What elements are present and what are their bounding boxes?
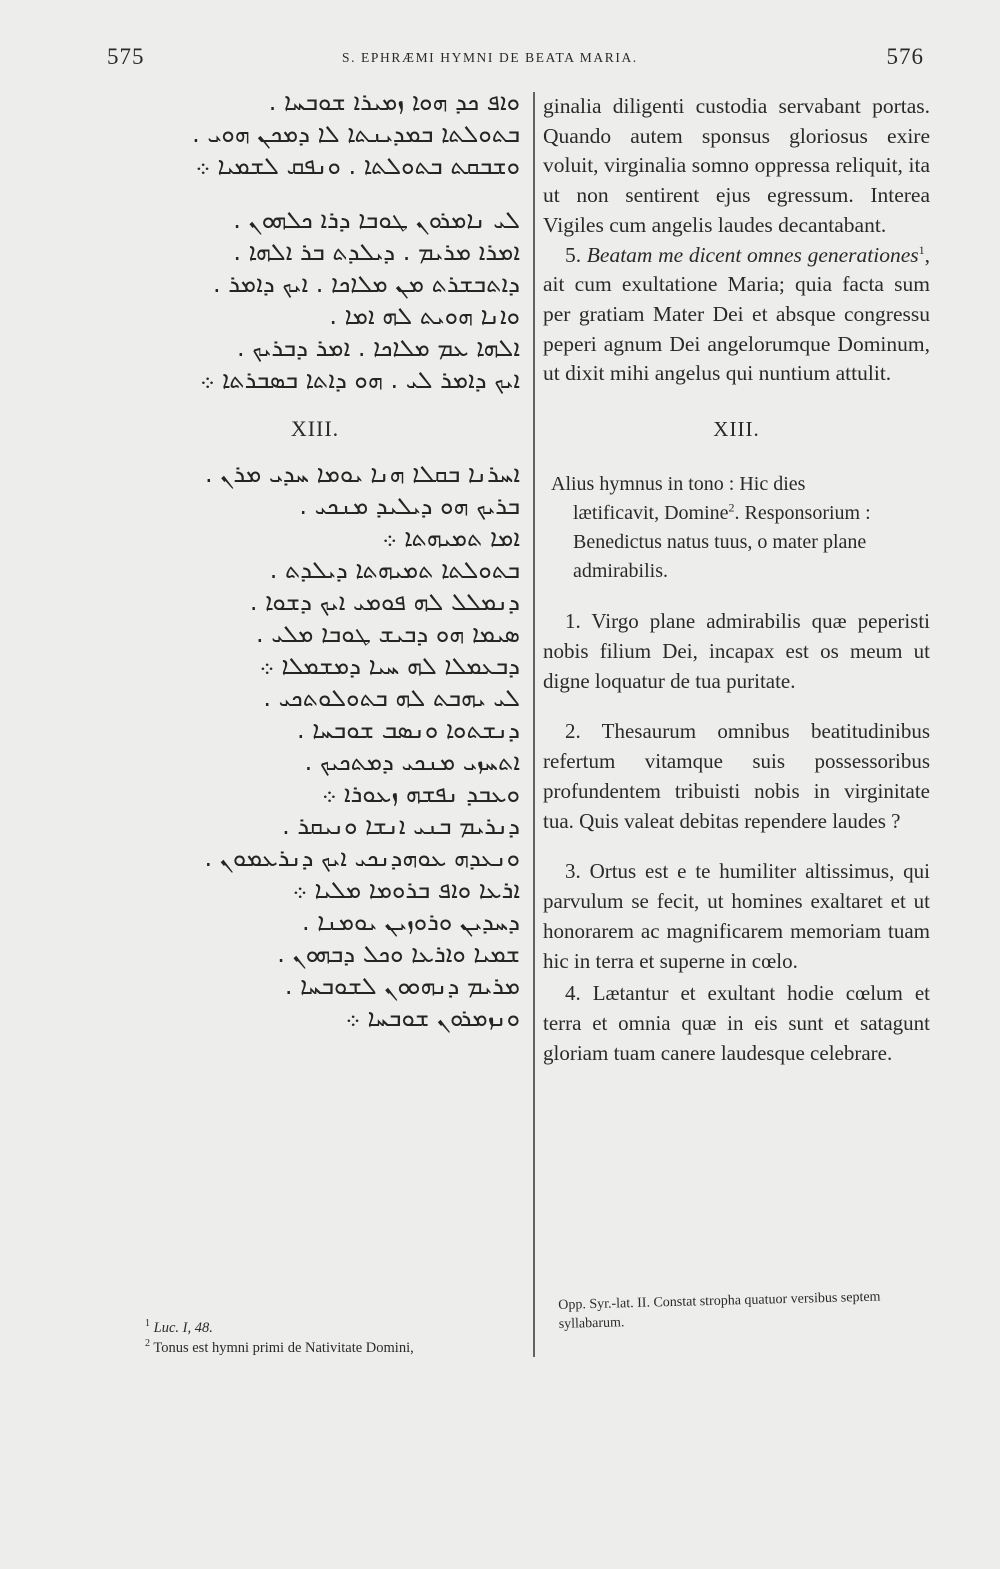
syriac-line: ܘܢܙܡܪܘܢ ܫܘܒܚܐ ܀ bbox=[345, 1004, 520, 1032]
syriac-stanza-2 bbox=[110, 204, 520, 396]
page-number-left: 575 bbox=[107, 44, 145, 69]
footnote bbox=[145, 1318, 535, 1338]
syriac-line: ܘܫܒܩܬ ܒܬܘܠܬܐ . ܘܢܦܩ ܠܫܡܝܐ ܀ bbox=[195, 152, 520, 180]
syriac-stanza-3 bbox=[110, 458, 520, 1034]
footnote-ref: 1 bbox=[918, 242, 925, 257]
paragraph-text: , ait cum exultatione Maria; quia facta sum per gratiam Mater Dei et absque congressu peperi agnum Dei angelorumque Dominum, ut dixit mihi angelus qui nuntium attulit. bbox=[543, 242, 931, 386]
syriac-line: ܐܚܪܢܐ ܒܩܠܐ ܗܢܐ ܝܘܡܐ ܚܕܝ ܡܪܢ . bbox=[205, 460, 520, 488]
syriac-line: ܠܝ ܢܐܡܪܘܢ ܛܘܒܐ ܕܪܐ ܟܠܗܘܢ . bbox=[233, 206, 520, 234]
footnote bbox=[145, 1338, 535, 1358]
footnote-mark: 1 bbox=[145, 1318, 150, 1330]
syriac-line: ܕܐܬܒܫܪܬ ܡܢ ܡܠܐܟܐ . ܐܝܟ ܕܐܡܪ . bbox=[212, 270, 520, 298]
scripture-quote: Beatam me dicent omnes generationes bbox=[586, 242, 919, 267]
syriac-line: ܕܚܕܝܢ ܘܪܘܙܝܢ ܝܘܡܢܐ . bbox=[301, 908, 520, 936]
syriac-line: ܐܝܟ ܕܐܡܪ ܠܝ . ܗܘ ܕܐܬܐ ܒܣܒܪܬܐ ܀ bbox=[200, 366, 520, 394]
latin-stanza-4: 4. Lætantur et exultant hodie cœlum et terra et omnia quæ in eis sunt et satagunt gloriam tuam canere laudesque celebrare. bbox=[543, 981, 930, 1066]
footnote-text: Luc. I, 48. bbox=[153, 1320, 213, 1336]
hymn-intro-text: . Responsorium : Benedictus natus tuus, o mater plane admirabilis. bbox=[573, 502, 871, 583]
latin-stanza-1: 1. Virgo plane admirabilis quæ peperisti nobis filium Dei, incapax est os meum ut digne loquatur de tua puritate. bbox=[543, 609, 930, 694]
syriac-line: ܕܢܫܬܘܐ ܘܢܣܒ ܫܘܒܚܐ . bbox=[296, 716, 520, 744]
syriac-line: ܘܐܦ ܟܕ ܗܘܐ ܙܡܝܪܐ ܫܘܒܚܐ . bbox=[268, 88, 520, 116]
syriac-line: ܐܡܐ ܬܡܝܗܬܐ ܀ bbox=[382, 524, 520, 552]
stanza-gap bbox=[110, 182, 520, 204]
syriac-line: ܐܬܚܙܝ ܡܢܟܝ ܕܡܬܟܝܟ . bbox=[304, 748, 520, 776]
syriac-stanza-1 bbox=[110, 86, 520, 182]
page-number-right: 576 bbox=[886, 44, 924, 69]
column-divider bbox=[533, 92, 535, 1357]
syriac-line: ܣܝܡܐ ܗܘ ܕܒܝܫ ܛܘܒܐ ܡܠܝ . bbox=[256, 620, 520, 648]
running-title: S. EPHRÆMI HYMNI DE BEATA MARIA. bbox=[342, 50, 638, 65]
footnote-ref: 2 bbox=[728, 500, 735, 515]
syriac-line: ܘܥܒܕ ܢܦܫܗ ܙܥܘܪܐ ܀ bbox=[321, 780, 520, 808]
hymn-intro-line: Alius hymnus in tono : Hic dies bbox=[551, 473, 806, 496]
syriac-line: ܒܬܘܠܬܐ ܒܡܕܝܢܬܐ ܠܐ ܕܡܟܢ ܗܘܝ . bbox=[192, 120, 520, 148]
footnote-text: Tonus est hymni primi de Nativitate Domini, bbox=[153, 1340, 414, 1356]
syriac-line: ܠܝ ܝܗܒܬ ܠܗ ܒܬܘܠܘܬܟܝ . bbox=[263, 684, 520, 712]
syriac-footnotes bbox=[145, 1318, 535, 1358]
latin-column bbox=[543, 92, 930, 1088]
footnote-mark: 2 bbox=[145, 1338, 150, 1350]
syriac-column bbox=[110, 86, 520, 1034]
syriac-line: ܕܒܥܡܠܐ ܠܗ ܚܝܐ ܕܡܫܡܠܐ ܀ bbox=[259, 652, 520, 680]
latin-paragraph: ginalia diligenti custodia servabant portas. Quando autem sponsus gloriosus exire voluit, virginalia somno oppressa reliquit, ita ut non sentirent ejus egressum. Interea Vigiles cum angelis laudes decantabant. bbox=[543, 94, 930, 237]
syriac-line: ܐܪܥܐ ܘܐܦ ܒܪܘܡܐ ܡܠܝܐ ܀ bbox=[292, 876, 520, 904]
latin-stanza-2: 2. Thesaurum omnibus beatitudinibus refertum vitamque suis possessoribus profundentem tribuisti nobis in virginitate tua. Quis valeat debitas rependere laudes ? bbox=[543, 719, 930, 834]
hymn-intro bbox=[551, 470, 930, 586]
syriac-line: ܕܢܡܠܠ ܠܗ ܦܘܡܝ ܐܝܟ ܕܫܘܐ . bbox=[249, 588, 520, 616]
latin-section-heading: XIII. bbox=[713, 417, 760, 442]
syriac-line: ܫܡܝܐ ܘܐܪܥܐ ܘܟܠ ܕܒܗܘܢ . bbox=[277, 940, 520, 968]
latin-paragraph-5 bbox=[543, 241, 930, 390]
syriac-line: ܐܠܗܐ ܥܡ ܡܠܐܟܐ . ܐܡܪ ܕܒܪܝܟ . bbox=[237, 334, 520, 362]
syriac-line: ܐܡܪܐ ܡܪܝܡ . ܕܝܠܕܬ ܒܪ ܐܠܗܐ . bbox=[233, 238, 520, 266]
paragraph-number: 5. bbox=[565, 242, 582, 267]
hymn-intro-text: lætificavit, Domine bbox=[573, 502, 729, 525]
syriac-section-heading: XIII. bbox=[290, 416, 340, 441]
latin-footnote: Opp. Syr.-lat. II. Constat stropha quatuor versibus septem syllabarum. bbox=[558, 1289, 881, 1332]
syriac-line: ܘܐܢܐ ܗܘܝܬ ܠܗ ܐܡܐ . bbox=[329, 302, 520, 330]
syriac-line: ܒܬܘܠܬܐ ܬܡܝܗܬܐ ܕܝܠܕܬ . bbox=[269, 556, 520, 584]
syriac-line: ܒܪܝܟ ܗܘ ܕܝܠܝܕ ܡܢܟܝ . bbox=[299, 492, 520, 520]
syriac-line: ܡܪܝܡ ܕܢܗܘܘܢ ܠܫܘܒܚܐ . bbox=[284, 972, 520, 1000]
syriac-line: ܕܢܪܝܡ ܒܢܝ ܐܢܫܐ ܘܢܝܩܪ . bbox=[282, 812, 520, 840]
hymn-intro-cont bbox=[551, 499, 930, 586]
latin-stanza-3: 3. Ortus est e te humiliter altissimus, qui parvulum se fecit, ut homines exaltaret et ut honorarem ac magnificarem memoriam tuam hic in terra et superne in cœlo. bbox=[543, 859, 930, 974]
syriac-line: ܘܢܥܕܗ ܥܘܗܕܢܟܝ ܐܝܟ ܕܢܪܥܡܘܢ . bbox=[204, 844, 520, 872]
